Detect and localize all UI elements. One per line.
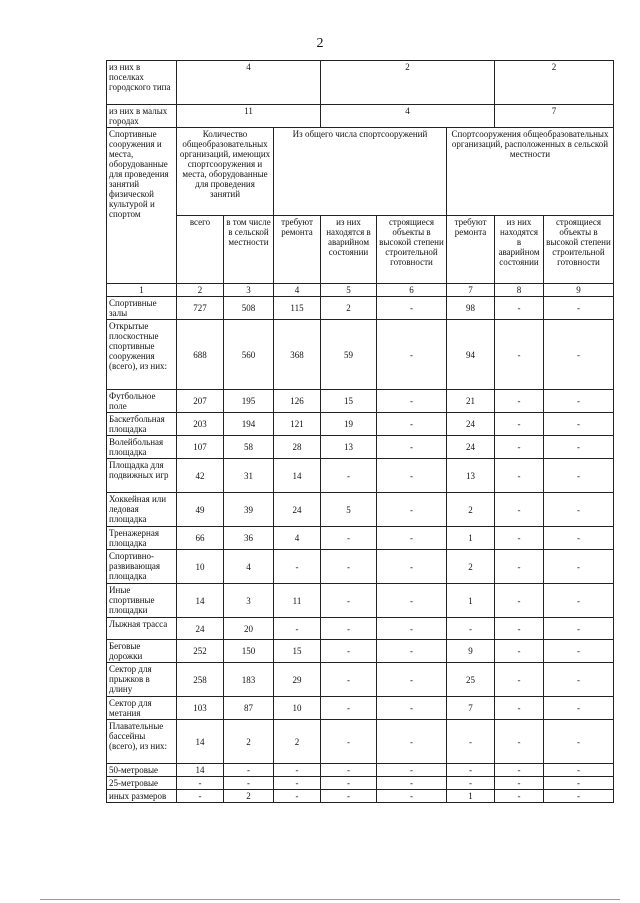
- row-label: Беговые дорожки: [107, 640, 177, 663]
- row-label: Открытые плоскостные спортивные сооружения (всего), из них:: [107, 320, 177, 390]
- cell: -: [377, 777, 447, 790]
- page-number: 2: [316, 36, 324, 51]
- cell: 2: [224, 720, 274, 764]
- cell: 7: [495, 105, 614, 128]
- cell: -: [377, 764, 447, 777]
- cell: -: [495, 697, 544, 720]
- cell: 203: [177, 413, 224, 436]
- cell: -: [274, 550, 321, 584]
- cell: 14: [177, 584, 224, 618]
- cell: -: [544, 297, 614, 320]
- cell: -: [321, 640, 377, 663]
- cell: -: [495, 493, 544, 527]
- header-facility-type: Спортивные сооружения и места, оборудованные для проведения занятий физической культурой и спортом: [107, 128, 177, 284]
- header-row-numbers: [107, 284, 614, 297]
- cell: 19: [321, 413, 377, 436]
- col-number: 7: [447, 284, 495, 297]
- cell: 252: [177, 640, 224, 663]
- cell: 1: [447, 790, 495, 803]
- header-row-sub: [107, 216, 614, 284]
- cell: 20: [224, 618, 274, 640]
- cell: -: [544, 390, 614, 413]
- cell: -: [321, 459, 377, 493]
- header-sub: из них находятся в аварийном состоянии: [321, 216, 377, 284]
- header-group-of-total: Из общего числа спортсооружений: [274, 128, 447, 216]
- cell: 195: [224, 390, 274, 413]
- row-label: из них в малых городах: [107, 105, 177, 128]
- cell: 4: [224, 550, 274, 584]
- top-row-small-towns: [107, 105, 614, 128]
- row-label: Сектор для метания: [107, 697, 177, 720]
- header-group-organizations: Количество общеобразовательных организаций, имеющих спортсооружения и места, оборудованные для проведения занятий: [177, 128, 274, 216]
- cell: -: [447, 720, 495, 764]
- table-row: [107, 663, 614, 697]
- row-label: Волейбольная площадка: [107, 436, 177, 459]
- cell: -: [224, 764, 274, 777]
- header-sub: требуют ремонта: [447, 216, 495, 284]
- cell: -: [495, 320, 544, 390]
- col-number: 5: [321, 284, 377, 297]
- table-row: [107, 459, 614, 493]
- cell: -: [321, 618, 377, 640]
- cell: -: [447, 618, 495, 640]
- cell: -: [544, 320, 614, 390]
- cell: -: [274, 777, 321, 790]
- cell: -: [495, 436, 544, 459]
- table-row: [107, 764, 614, 777]
- cell: 2: [447, 550, 495, 584]
- cell: 31: [224, 459, 274, 493]
- top-row-settlements: [107, 61, 614, 105]
- cell: 3: [224, 584, 274, 618]
- cell: -: [495, 527, 544, 550]
- cell: 194: [224, 413, 274, 436]
- cell: -: [495, 663, 544, 697]
- cell: -: [321, 764, 377, 777]
- cell: 9: [447, 640, 495, 663]
- row-label: иных размеров: [107, 790, 177, 803]
- table-row: [107, 777, 614, 790]
- cell: 42: [177, 459, 224, 493]
- cell: -: [377, 790, 447, 803]
- cell: -: [544, 777, 614, 790]
- cell: 15: [321, 390, 377, 413]
- row-label: Хоккейная или ледовая площадка: [107, 493, 177, 527]
- cell: 1: [447, 527, 495, 550]
- cell: -: [544, 459, 614, 493]
- cell: -: [544, 720, 614, 764]
- row-label: Баскетбольная площадка: [107, 413, 177, 436]
- cell: 98: [447, 297, 495, 320]
- table-row: [107, 320, 614, 390]
- cell: -: [377, 720, 447, 764]
- table-row: [107, 436, 614, 459]
- cell: -: [377, 527, 447, 550]
- cell: 258: [177, 663, 224, 697]
- cell: 7: [447, 697, 495, 720]
- cell: 14: [274, 459, 321, 493]
- cell: -: [377, 493, 447, 527]
- cell: -: [495, 584, 544, 618]
- col-number: 1: [107, 284, 177, 297]
- cell: 10: [274, 697, 321, 720]
- col-number: 4: [274, 284, 321, 297]
- cell: -: [377, 697, 447, 720]
- cell: 2: [321, 61, 495, 105]
- cell: 4: [274, 527, 321, 550]
- cell: -: [495, 640, 544, 663]
- row-label: Иные спортивные площадки: [107, 584, 177, 618]
- table-row: [107, 720, 614, 764]
- cell: -: [377, 436, 447, 459]
- table-row: [107, 640, 614, 663]
- cell: -: [274, 618, 321, 640]
- cell: -: [544, 584, 614, 618]
- row-label: 25-метровые: [107, 777, 177, 790]
- cell: -: [377, 297, 447, 320]
- cell: -: [321, 663, 377, 697]
- header-row-groups: [107, 128, 614, 216]
- cell: -: [495, 459, 544, 493]
- cell: 11: [274, 584, 321, 618]
- cell: 15: [274, 640, 321, 663]
- cell: -: [544, 697, 614, 720]
- cell: 115: [274, 297, 321, 320]
- row-label: Лыжная трасса: [107, 618, 177, 640]
- cell: 688: [177, 320, 224, 390]
- row-label: Сектор для прыжков в длину: [107, 663, 177, 697]
- row-label: Тренажерная площадка: [107, 527, 177, 550]
- row-label: Спортивные залы: [107, 297, 177, 320]
- header-sub: из них находятся в аварийном состоянии: [495, 216, 544, 284]
- cell: 207: [177, 390, 224, 413]
- cell: 368: [274, 320, 321, 390]
- cell: -: [544, 790, 614, 803]
- cell: 11: [177, 105, 321, 128]
- cell: 1: [447, 584, 495, 618]
- cell: -: [224, 777, 274, 790]
- cell: 183: [224, 663, 274, 697]
- cell: 36: [224, 527, 274, 550]
- cell: 13: [447, 459, 495, 493]
- cell: -: [495, 413, 544, 436]
- header-group-rural: Спортсооружения общеобразовательных организаций, расположенных в сельской местности: [447, 128, 614, 216]
- cell: -: [321, 777, 377, 790]
- row-label: 50-метровые: [107, 764, 177, 777]
- cell: -: [377, 663, 447, 697]
- cell: 59: [321, 320, 377, 390]
- row-label: Футбольное поле: [107, 390, 177, 413]
- header-sub: требуют ремонта: [274, 216, 321, 284]
- cell: 126: [274, 390, 321, 413]
- table-row: [107, 297, 614, 320]
- cell: -: [377, 320, 447, 390]
- cell: 2: [274, 720, 321, 764]
- cell: 21: [447, 390, 495, 413]
- cell: 560: [224, 320, 274, 390]
- col-number: 6: [377, 284, 447, 297]
- cell: 24: [447, 436, 495, 459]
- cell: -: [544, 413, 614, 436]
- cell: -: [544, 550, 614, 584]
- cell: -: [544, 527, 614, 550]
- cell: 14: [177, 764, 224, 777]
- cell: -: [544, 493, 614, 527]
- cell: 107: [177, 436, 224, 459]
- cell: 87: [224, 697, 274, 720]
- cell: -: [177, 790, 224, 803]
- cell: -: [544, 618, 614, 640]
- cell: -: [377, 584, 447, 618]
- table-row: [107, 527, 614, 550]
- table-row: [107, 584, 614, 618]
- cell: -: [495, 297, 544, 320]
- cell: 58: [224, 436, 274, 459]
- cell: -: [321, 550, 377, 584]
- cell: -: [321, 527, 377, 550]
- cell: -: [321, 720, 377, 764]
- table-row: [107, 390, 614, 413]
- col-number: 3: [224, 284, 274, 297]
- cell: -: [495, 618, 544, 640]
- table-row: [107, 550, 614, 584]
- header-sub: всего: [177, 216, 224, 284]
- cell: 2: [321, 297, 377, 320]
- cell: 28: [274, 436, 321, 459]
- row-label: Площадка для подвижных игр: [107, 459, 177, 493]
- cell: 727: [177, 297, 224, 320]
- col-number: 2: [177, 284, 224, 297]
- cell: -: [495, 720, 544, 764]
- cell: 49: [177, 493, 224, 527]
- cell: 13: [321, 436, 377, 459]
- cell: -: [495, 777, 544, 790]
- cell: -: [321, 584, 377, 618]
- cell: 2: [447, 493, 495, 527]
- cell: -: [544, 640, 614, 663]
- cell: 5: [321, 493, 377, 527]
- cell: 150: [224, 640, 274, 663]
- row-label: Спортивно-развивающая площадка: [107, 550, 177, 584]
- cell: -: [274, 764, 321, 777]
- cell: 24: [177, 618, 224, 640]
- table-row: [107, 618, 614, 640]
- header-sub: строящиеся объекты в высокой степени строительной готовности: [544, 216, 614, 284]
- cell: -: [321, 790, 377, 803]
- cell: -: [274, 790, 321, 803]
- cell: -: [495, 790, 544, 803]
- cell: -: [447, 777, 495, 790]
- row-label: из них в поселках городского типа: [107, 61, 177, 105]
- cell: 66: [177, 527, 224, 550]
- cell: -: [177, 777, 224, 790]
- cell: 29: [274, 663, 321, 697]
- cell: 508: [224, 297, 274, 320]
- table-row: [107, 790, 614, 803]
- cell: 4: [177, 61, 321, 105]
- header-sub: в том числе в сельской местности: [224, 216, 274, 284]
- cell: -: [495, 390, 544, 413]
- cell: -: [377, 618, 447, 640]
- cell: -: [495, 550, 544, 584]
- cell: 24: [447, 413, 495, 436]
- cell: 94: [447, 320, 495, 390]
- cell: 103: [177, 697, 224, 720]
- cell: 10: [177, 550, 224, 584]
- cell: 121: [274, 413, 321, 436]
- cell: -: [377, 640, 447, 663]
- cell: 39: [224, 493, 274, 527]
- row-label: Плавательные бассейны (всего), из них:: [107, 720, 177, 764]
- cell: 2: [224, 790, 274, 803]
- page-bottom-rule: [40, 899, 620, 900]
- col-number: 8: [495, 284, 544, 297]
- table-row: [107, 697, 614, 720]
- cell: -: [321, 697, 377, 720]
- cell: -: [377, 390, 447, 413]
- header-sub: строящиеся объекты в высокой степени строительной готовности: [377, 216, 447, 284]
- table-row: [107, 493, 614, 527]
- cell: -: [377, 413, 447, 436]
- cell: -: [447, 764, 495, 777]
- cell: 14: [177, 720, 224, 764]
- cell: -: [544, 663, 614, 697]
- cell: -: [377, 459, 447, 493]
- sports-facilities-table: [106, 60, 614, 803]
- cell: 25: [447, 663, 495, 697]
- cell: -: [544, 764, 614, 777]
- table-row: [107, 413, 614, 436]
- cell: 4: [321, 105, 495, 128]
- cell: 24: [274, 493, 321, 527]
- cell: -: [544, 436, 614, 459]
- cell: -: [377, 550, 447, 584]
- col-number: 9: [544, 284, 614, 297]
- cell: -: [495, 764, 544, 777]
- cell: 2: [495, 61, 614, 105]
